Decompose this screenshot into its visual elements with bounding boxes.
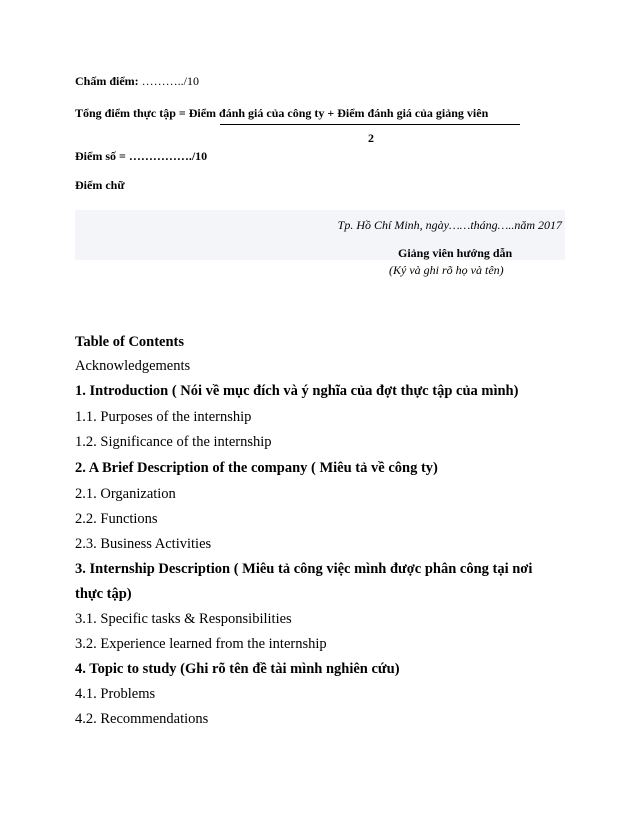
- toc-item-recommendations: 4.2. Recommendations: [75, 711, 209, 727]
- fraction-denominator: 2: [368, 131, 374, 145]
- toc-heading-company: 2. A Brief Description of the company ( Miêu tả về công ty): [75, 460, 438, 476]
- toc-item-tasks: 3.1. Specific tasks & Responsibilities: [75, 611, 292, 627]
- toc-title: Table of Contents: [75, 334, 185, 350]
- score-words-label: Điểm chữ: [75, 178, 125, 192]
- toc-item-problems: 4.1. Problems: [75, 686, 156, 702]
- toc-heading-topic: 4. Topic to study (Ghi rõ tên đề tài mình nghiên cứu): [75, 661, 400, 677]
- fraction-divider: [220, 124, 520, 125]
- toc-item-business-activities: 2.3. Business Activities: [75, 536, 212, 552]
- grade-label: Chấm điểm:: [75, 74, 139, 88]
- place-date: Tp. Hồ Chí Minh, ngày……tháng…..năm 2017: [337, 218, 562, 232]
- toc-item-organization: 2.1. Organization: [75, 486, 176, 502]
- toc-heading-internship: 3. Internship Description ( Miêu tả công việc mình được phân công tại nơi: [75, 561, 533, 577]
- grade-value: ………../10: [141, 74, 200, 88]
- toc-item-significance: 1.2. Significance of the internship: [75, 434, 272, 450]
- toc-item-functions: 2.2. Functions: [75, 511, 158, 527]
- toc-item-experience: 3.2. Experience learned from the internship: [75, 636, 327, 652]
- total-score-formula: Tổng điểm thực tập = Điểm đánh giá của công ty + Điểm đánh giá của giảng viên: [75, 106, 489, 120]
- signature-note: (Ký và ghi rõ họ và tên): [389, 263, 504, 277]
- toc-heading-introduction: 1. Introduction ( Nói về mục đích và ý nghĩa của đợt thực tập của mình): [75, 383, 519, 399]
- supervisor-title: Giảng viên hướng dẫn: [398, 246, 513, 260]
- toc-item-acknowledgements: Acknowledgements: [75, 358, 191, 374]
- toc-item-purposes: 1.1. Purposes of the internship: [75, 409, 252, 425]
- grade-line: [75, 74, 199, 89]
- toc-heading-internship-cont: thực tập): [75, 586, 132, 602]
- score-number-line: Điểm số = ……………./10: [75, 149, 208, 163]
